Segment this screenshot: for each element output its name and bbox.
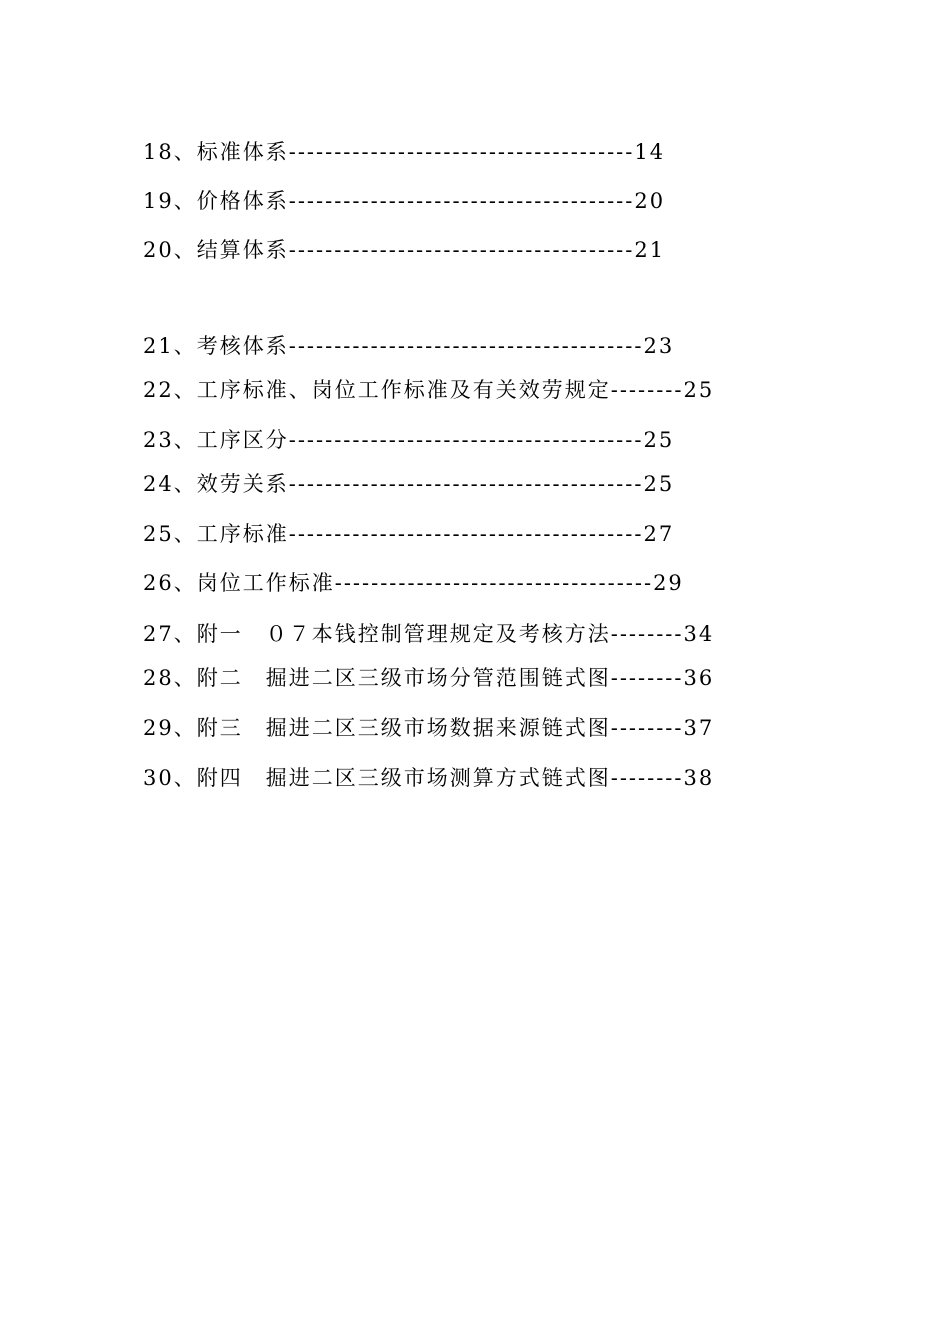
toc-entry-24: 24、效劳关系---------------------------------------25 [143,472,675,496]
toc-entry-19: 19、价格体系--------------------------------------20 [143,189,666,213]
toc-entry-29: 29、附三 掘进二区三级市场数据来源链式图--------37 [143,716,715,740]
toc-entry-23: 23、工序区分---------------------------------------25 [143,428,675,452]
toc-entry-21: 21、考核体系---------------------------------------23 [143,334,675,358]
toc-entry-20: 20、结算体系--------------------------------------21 [143,238,666,262]
toc-entry-28: 28、附二 掘进二区三级市场分管范围链式图--------36 [143,666,715,690]
toc-entry-30: 30、附四 掘进二区三级市场测算方式链式图--------38 [143,766,715,790]
toc-entry-26: 26、岗位工作标准-----------------------------------29 [143,571,684,595]
toc-entry-18: 18、标准体系--------------------------------------14 [143,140,666,164]
toc-entry-25: 25、工序标准---------------------------------------27 [143,522,675,546]
toc-entry-27: 27、附一 ０７本钱控制管理规定及考核方法--------34 [143,622,715,646]
toc-entry-22: 22、工序标准、岗位工作标准及有关效劳规定--------25 [143,378,715,402]
